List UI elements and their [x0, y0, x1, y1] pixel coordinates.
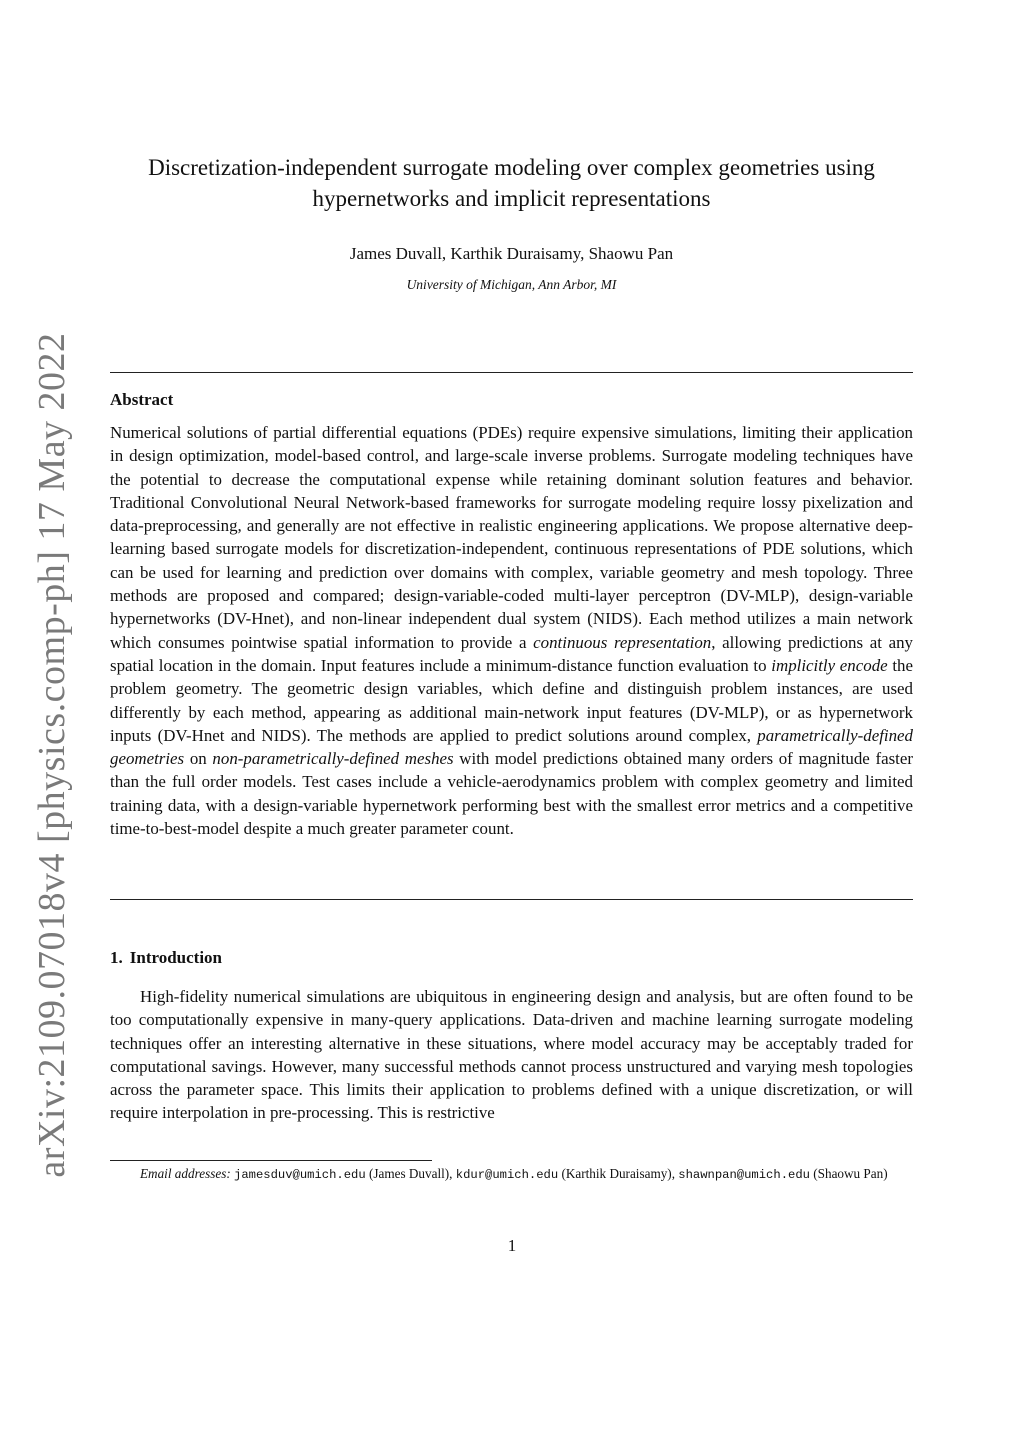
- footnote-name: (Shaowu Pan): [809, 1166, 888, 1181]
- abstract-emphasis: implicitly encode: [771, 655, 888, 675]
- paper-title: Discretization-independent surrogate modeling over complex geometries using hypernetworks and implicit representations: [148, 155, 875, 211]
- footnote-label: Email addresses:: [140, 1166, 231, 1181]
- introduction-paragraph: High-fidelity numerical simulations are ubiquitous in engineering design and analysis, but are often found to be too computationally expensive in many-query applications. Data-driven and machine learning surrogate modeling techniques offer an interesting alternative in these situations, where model accuracy may be acceptably traded for computational savings. However, many successful methods cannot process unstructured and varying mesh topologies across the parameter space. This limits their application to problems defined with a unique discretization, or will require interpolation in pre-processing. This is restrictive: [110, 987, 913, 1123]
- footnote-name: (Karthik Duraisamy),: [558, 1166, 679, 1181]
- author-list: James Duvall, Karthik Duraisamy, Shaowu Pan: [349, 244, 674, 263]
- abstract-text-part: with model predictions obtained many orders of magnitude faster than the full order models. Test cases include a vehicle-aerodynamics problem with complex geometry and limited training data, with a design-variable hypernetwork performing best with the smallest error metrics and a competitive time-to-best-model despite a much greater parameter count.: [110, 749, 913, 839]
- page-number: 1: [507, 1236, 517, 1255]
- abstract-top-rule: [110, 372, 913, 373]
- footnote-emails: [110, 1164, 913, 1185]
- section-number: 1.: [110, 948, 123, 967]
- abstract-emphasis: continuous representation: [533, 632, 712, 652]
- section-heading-introduction: [110, 947, 222, 969]
- abstract-heading: Abstract: [110, 390, 174, 409]
- section-title: Introduction: [129, 948, 223, 967]
- email-link[interactable]: jamesduv@umich.edu: [234, 1168, 366, 1182]
- footnote-name: (James Duvall),: [365, 1166, 456, 1181]
- abstract-emphasis: parametrically-defined geometries: [110, 725, 913, 769]
- abstract-bottom-rule: [110, 899, 913, 900]
- arxiv-identifier: arXiv:2109.07018v4 [physics.comp-ph] 17 May 2022: [31, 332, 73, 1178]
- affiliation: University of Michigan, Ann Arbor, MI: [406, 277, 617, 292]
- abstract-text-part: , allowing predictions at any spatial location in the domain. Input features include a minimum-distance function evaluation to: [110, 632, 913, 675]
- email-link[interactable]: kdur@umich.edu: [455, 1168, 559, 1182]
- abstract-emphasis: non-parametrically-defined meshes: [212, 749, 454, 769]
- abstract-text: [110, 421, 913, 840]
- email-link[interactable]: shawnpan@umich.edu: [678, 1168, 810, 1182]
- footnote-rule: [110, 1160, 432, 1161]
- abstract-text-part: on: [184, 749, 213, 769]
- abstract-text-part: Numerical solutions of partial differential equations (PDEs) require expensive simulations, limiting their application in design optimization, model-based control, and large-scale inverse problems. Surrogate modeling techniques have the potential to decrease the computational expense while retaining dominant solution features and behavior. Traditional Convolutional Neural Network-based frameworks for surrogate modeling require lossy pixelization and data-preprocessing, and generally are not effective in realistic engineering applications. We propose alternative deep-learning based surrogate models for discretization-independent, continuous representations of PDE solutions, which can be used for learning and prediction over domains with complex, variable geometry and mesh topology. Three methods are proposed and compared; design-variable-coded multi-layer perceptron (DV-MLP), design-variable hypernetworks (DV-Hnet), and non-linear independent dual system (NIDS). Each method utilizes a main network which consumes pointwise spatial information to provide a: [110, 423, 913, 652]
- abstract-text-part: the problem geometry. The geometric design variables, which define and distinguish problem instances, are used differently by each method, appearing as additional main-network input features (DV-MLP), or as hypernetwork inputs (DV-Hnet and NIDS). The methods are applied to predict solutions around complex,: [110, 655, 913, 745]
